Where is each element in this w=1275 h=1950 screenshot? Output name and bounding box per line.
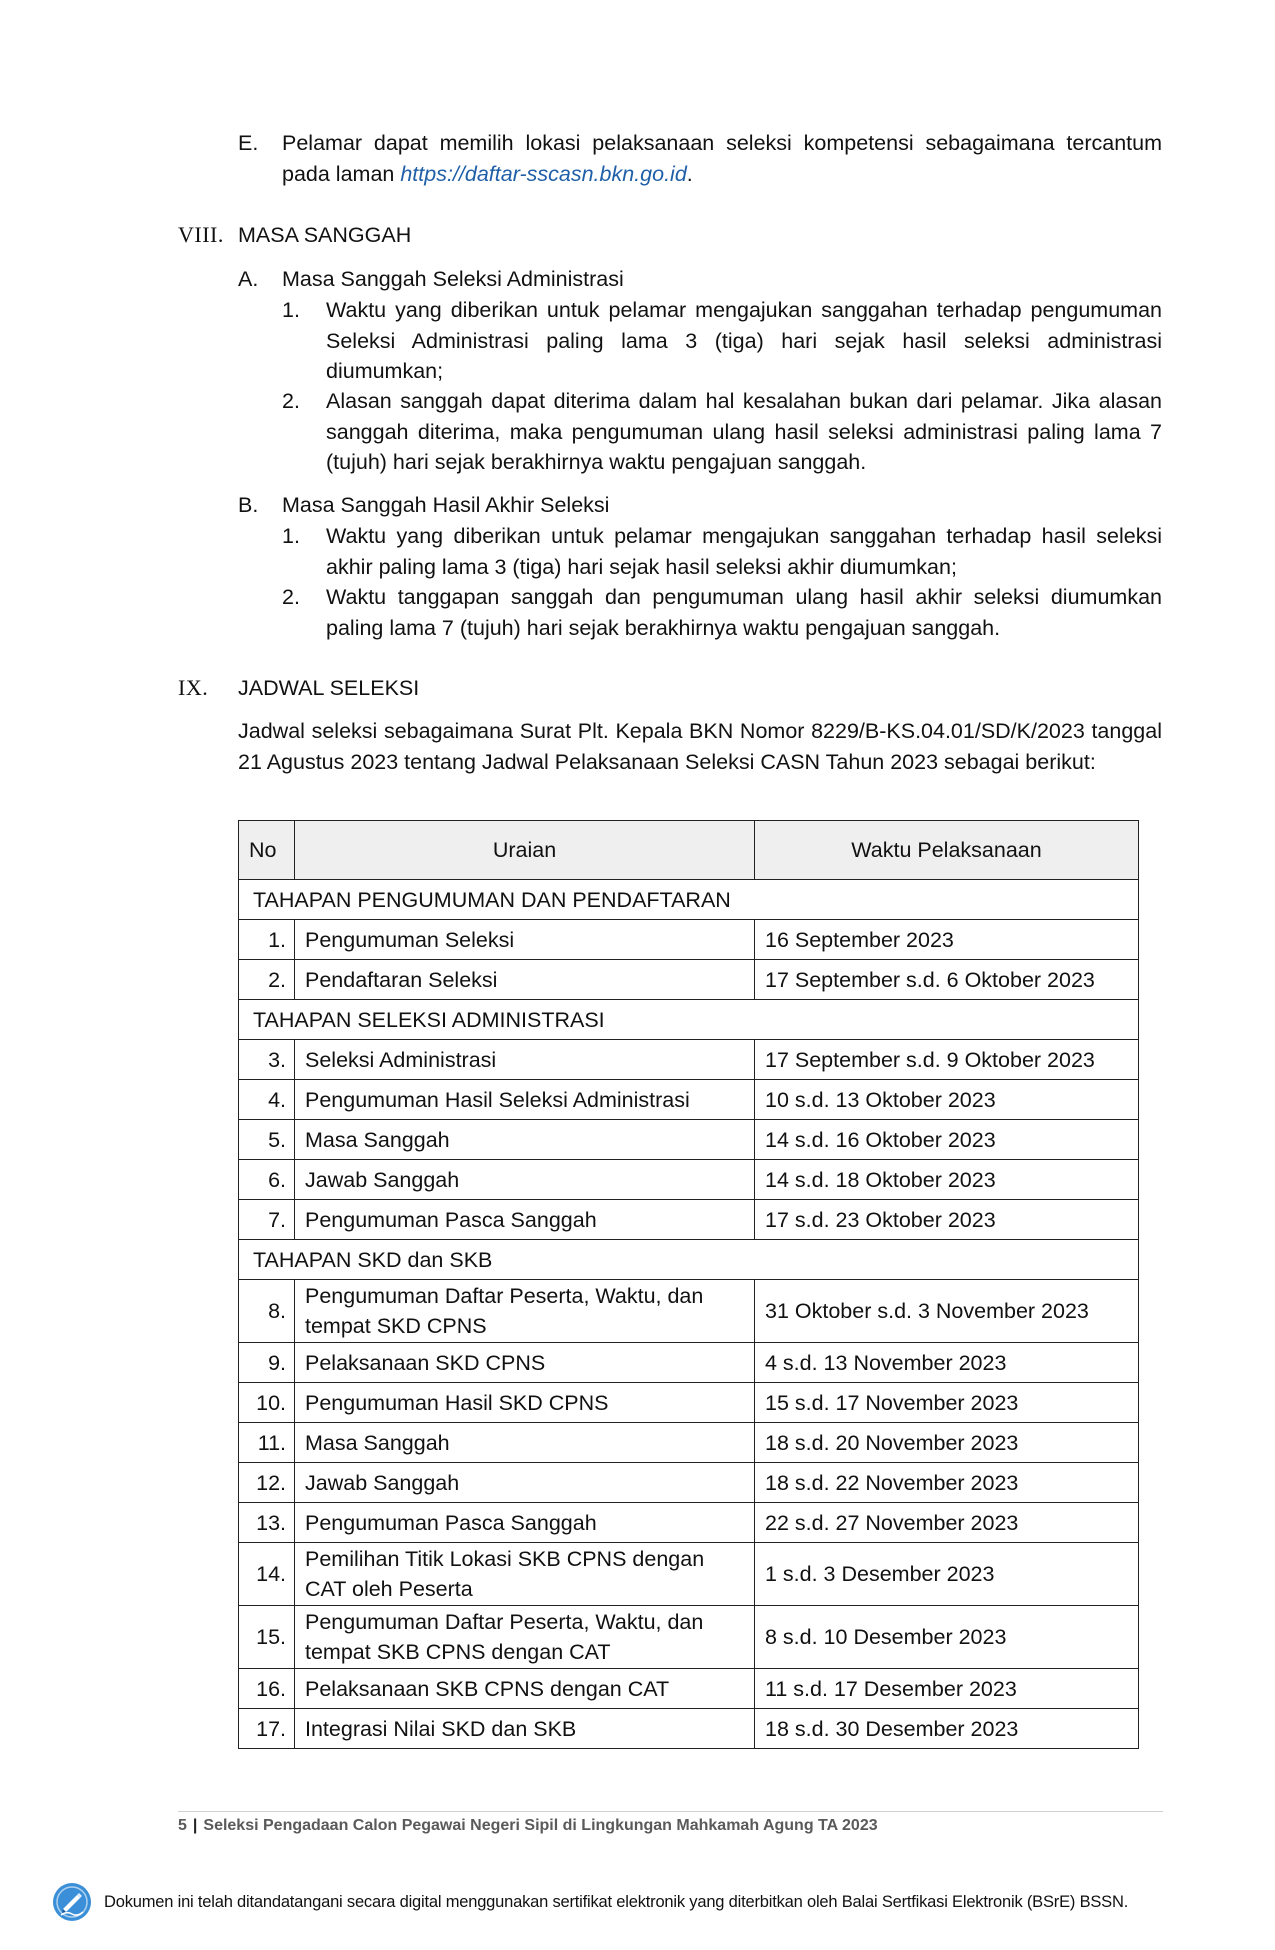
- subsection-b-title: Masa Sanggah Hasil Akhir Seleksi: [282, 493, 610, 517]
- row-no: 6.: [239, 1160, 295, 1200]
- digital-signature-disclaimer: Dokumen ini telah ditandatangani secara digital menggunakan sertifikat elektronik yang diterbitkan oleh Balai Sertfikasi Elektronik (BSrE) BSSN.: [104, 1893, 1129, 1911]
- header-uraian: Uraian: [295, 821, 755, 880]
- row-waktu: 18 s.d. 20 November 2023: [755, 1423, 1139, 1463]
- row-waktu: 1 s.d. 3 Desember 2023: [755, 1543, 1139, 1606]
- list-number: 2.: [282, 585, 300, 609]
- row-uraian: Pengumuman Daftar Peserta, Waktu, dan tempat SKD CPNS: [295, 1280, 755, 1343]
- table-row: [239, 1080, 1139, 1120]
- row-no: 15.: [239, 1606, 295, 1669]
- row-no: 7.: [239, 1200, 295, 1240]
- table-row: [239, 1709, 1139, 1749]
- row-waktu: 17 s.d. 23 Oktober 2023: [755, 1200, 1139, 1240]
- section-ix-intro: Jadwal seleksi sebagaimana Surat Plt. Kepala BKN Nomor 8229/B-KS.04.01/SD/K/2023 tanggal 21 Agustus 2023 tentang Jadwal Pelaksanaan Seleksi CASN Tahun 2023 sebagai berikut:: [238, 719, 1162, 774]
- list-item: Alasan sanggah dapat diterima dalam hal kesalahan bukan dari pelamar. Jika alasan sanggah diterima, maka pengumuman ulang hasil seleksi administrasi paling lama 7 (tujuh) hari sejak berakhirnya waktu pengajuan sanggah.: [326, 389, 1162, 474]
- table-row: [239, 1669, 1139, 1709]
- row-waktu: 15 s.d. 17 November 2023: [755, 1383, 1139, 1423]
- row-uraian: Masa Sanggah: [295, 1120, 755, 1160]
- section-ix-numeral: IX.: [178, 675, 209, 700]
- footer-divider: [178, 1811, 1163, 1812]
- table-row: [239, 1543, 1139, 1606]
- page-number: 5: [178, 1817, 187, 1834]
- row-no: 10.: [239, 1383, 295, 1423]
- table-row: [239, 1343, 1139, 1383]
- page-footer: [178, 1817, 878, 1835]
- row-waktu: 18 s.d. 22 November 2023: [755, 1463, 1139, 1503]
- table-row: [239, 1423, 1139, 1463]
- row-no: 9.: [239, 1343, 295, 1383]
- row-no: 1.: [239, 920, 295, 960]
- table-header-row: [239, 821, 1139, 880]
- section-row: [239, 1240, 1139, 1280]
- row-waktu: 17 September s.d. 6 Oktober 2023: [755, 960, 1139, 1000]
- row-no: 17.: [239, 1709, 295, 1749]
- section-row: [239, 1000, 1139, 1040]
- row-no: 2.: [239, 960, 295, 1000]
- list-item: Waktu tanggapan sanggah dan pengumuman ulang hasil akhir seleksi diumumkan paling lama 7 (tujuh) hari sejak berakhirnya waktu pengajuan sanggah.: [326, 585, 1162, 640]
- table-row: [239, 1503, 1139, 1543]
- section-e-text-suffix: .: [686, 161, 693, 186]
- section-row: [239, 880, 1139, 920]
- section-e-text: [282, 128, 1162, 189]
- row-no: 13.: [239, 1503, 295, 1543]
- table-row: [239, 1463, 1139, 1503]
- row-no: 8.: [239, 1280, 295, 1343]
- row-uraian: Pelaksanaan SKD CPNS: [295, 1343, 755, 1383]
- table-row: [239, 1120, 1139, 1160]
- header-waktu: Waktu Pelaksanaan: [755, 821, 1139, 880]
- row-no: 5.: [239, 1120, 295, 1160]
- sscasn-link[interactable]: https://daftar-sscasn.bkn.go.id: [400, 161, 687, 186]
- row-uraian: Pengumuman Pasca Sanggah: [295, 1503, 755, 1543]
- section-label: TAHAPAN SELEKSI ADMINISTRASI: [239, 1000, 1139, 1040]
- section-label: TAHAPAN PENGUMUMAN DAN PENDAFTARAN: [239, 880, 1139, 920]
- list-number: 2.: [282, 389, 300, 413]
- row-waktu: 14 s.d. 18 Oktober 2023: [755, 1160, 1139, 1200]
- row-waktu: 17 September s.d. 9 Oktober 2023: [755, 1040, 1139, 1080]
- footer-title: Seleksi Pengadaan Calon Pegawai Negeri Sipil di Lingkungan Mahkamah Agung TA 2023: [203, 1817, 878, 1834]
- row-uraian: Masa Sanggah: [295, 1423, 755, 1463]
- subsection-a-title: Masa Sanggah Seleksi Administrasi: [282, 267, 624, 291]
- section-viii-numeral: VIII.: [178, 222, 224, 247]
- row-no: 12.: [239, 1463, 295, 1503]
- row-no: 11.: [239, 1423, 295, 1463]
- section-ix-title: JADWAL SELEKSI: [238, 676, 420, 700]
- table-row: [239, 1383, 1139, 1423]
- section-label: TAHAPAN SKD dan SKB: [239, 1240, 1139, 1280]
- row-uraian: Seleksi Administrasi: [295, 1040, 755, 1080]
- schedule-table: [238, 820, 1139, 1749]
- table-row: [239, 1160, 1139, 1200]
- row-uraian: Pelaksanaan SKB CPNS dengan CAT: [295, 1669, 755, 1709]
- row-uraian: Pengumuman Hasil Seleksi Administrasi: [295, 1080, 755, 1120]
- row-uraian: Jawab Sanggah: [295, 1463, 755, 1503]
- row-uraian: Pengumuman Daftar Peserta, Waktu, dan tempat SKB CPNS dengan CAT: [295, 1606, 755, 1669]
- row-uraian: Jawab Sanggah: [295, 1160, 755, 1200]
- list-item: Waktu yang diberikan untuk pelamar mengajukan sanggahan terhadap hasil seleksi akhir paling lama 3 (tiga) hari sejak hasil seleksi akhir diumumkan;: [326, 524, 1162, 579]
- row-uraian: Pengumuman Pasca Sanggah: [295, 1200, 755, 1240]
- row-waktu: 14 s.d. 16 Oktober 2023: [755, 1120, 1139, 1160]
- row-uraian: Pengumuman Seleksi: [295, 920, 755, 960]
- row-waktu: 31 Oktober s.d. 3 November 2023: [755, 1280, 1139, 1343]
- table-row: [239, 920, 1139, 960]
- table-row: [239, 1040, 1139, 1080]
- section-viii-title: MASA SANGGAH: [238, 223, 412, 247]
- row-uraian: Integrasi Nilai SKD dan SKB: [295, 1709, 755, 1749]
- row-uraian: Pemilihan Titik Lokasi SKB CPNS dengan CAT oleh Peserta: [295, 1543, 755, 1606]
- item-label-e: E.: [238, 131, 259, 155]
- section-e-text-prefix: Pelamar dapat memilih lokasi pelaksanaan seleksi kompetensi sebagaimana tercantum pada laman: [282, 131, 1162, 186]
- list-number: 1.: [282, 524, 300, 548]
- bsre-signature-icon: [52, 1882, 92, 1922]
- table-row: [239, 960, 1139, 1000]
- row-waktu: 11 s.d. 17 Desember 2023: [755, 1669, 1139, 1709]
- footer-separator: |: [192, 1817, 198, 1834]
- header-no: No: [239, 821, 295, 880]
- list-number: 1.: [282, 298, 300, 322]
- row-no: 3.: [239, 1040, 295, 1080]
- table-row: [239, 1200, 1139, 1240]
- row-no: 4.: [239, 1080, 295, 1120]
- row-waktu: 22 s.d. 27 November 2023: [755, 1503, 1139, 1543]
- table-row: [239, 1606, 1139, 1669]
- row-uraian: Pengumuman Hasil SKD CPNS: [295, 1383, 755, 1423]
- row-no: 14.: [239, 1543, 295, 1606]
- row-waktu: 18 s.d. 30 Desember 2023: [755, 1709, 1139, 1749]
- row-waktu: 10 s.d. 13 Oktober 2023: [755, 1080, 1139, 1120]
- row-no: 16.: [239, 1669, 295, 1709]
- list-item: Waktu yang diberikan untuk pelamar mengajukan sanggahan terhadap pengumuman Seleksi Administrasi paling lama 3 (tiga) hari sejak hasil seleksi administrasi diumumkan;: [326, 298, 1162, 383]
- item-label-a: A.: [238, 267, 259, 291]
- table-row: [239, 1280, 1139, 1343]
- item-label-b: B.: [238, 493, 259, 517]
- row-waktu: 8 s.d. 10 Desember 2023: [755, 1606, 1139, 1669]
- row-waktu: 4 s.d. 13 November 2023: [755, 1343, 1139, 1383]
- row-uraian: Pendaftaran Seleksi: [295, 960, 755, 1000]
- row-waktu: 16 September 2023: [755, 920, 1139, 960]
